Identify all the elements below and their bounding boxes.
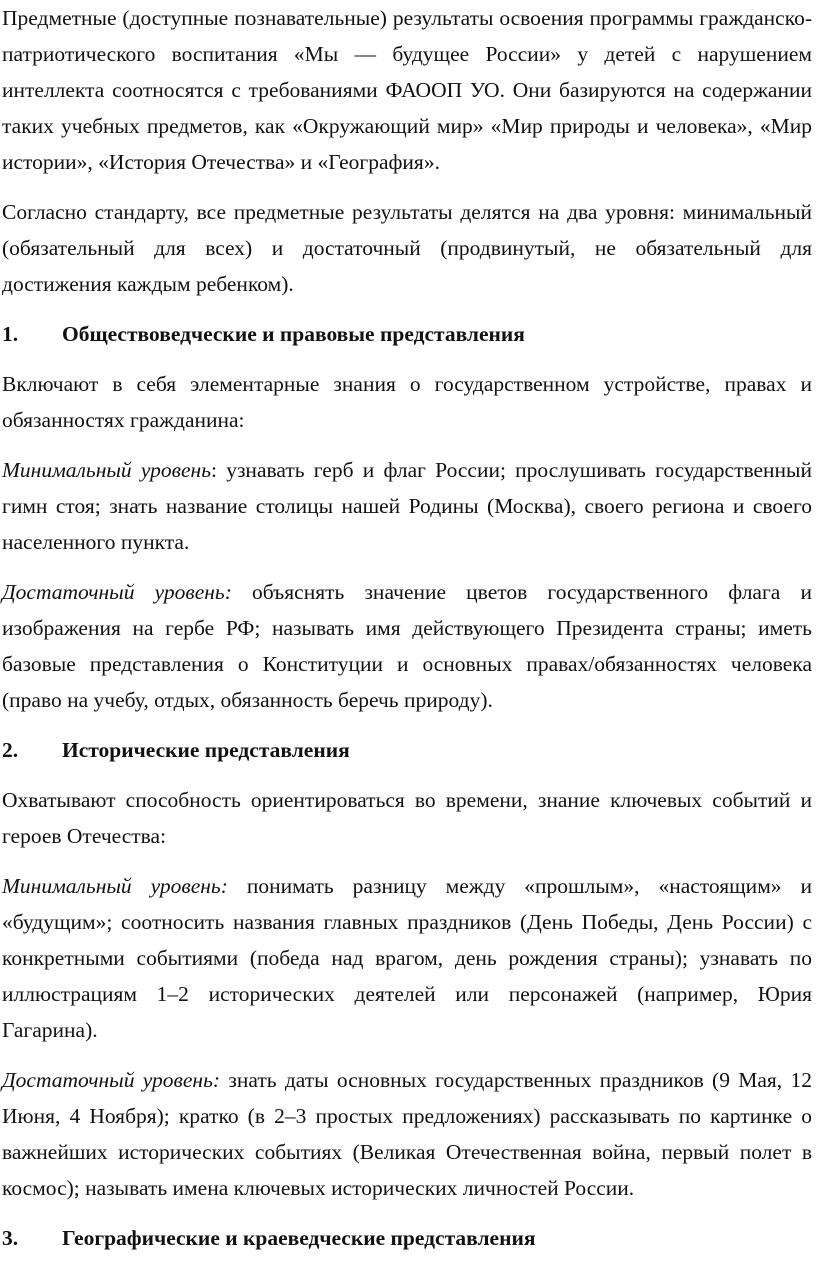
section-2-sufficient-level <box>2 1062 812 1206</box>
minimal-level-text: понимать разницу между «прошлым», «настоящим» и «будущим»; соотносить названия главных праздников (День Победы, День России) с конкретными событиями (победа над врагом, день рождения страны); узнавать по иллюстрациям 1–2 исторических деятелей или персонажей (например, Юрия Гагарина). <box>2 874 812 1042</box>
section-1-minimal-level <box>2 452 812 560</box>
sufficient-level-label: Достаточный уровень: <box>2 1068 221 1092</box>
section-1-heading <box>2 316 812 352</box>
sufficient-level-text: знать даты основных государственных праздников (9 Мая, 12 Июня, 4 Ноября); кратко (в 2–3 простых предложениях) рассказывать по картинке о важнейших исторических событиях (Великая Отечественная война, первый полет в космос); называть имена ключевых исторических личностей России. <box>2 1068 812 1200</box>
intro-paragraph-2: Согласно стандарту, все предметные результаты делятся на два уровня: минимальный (обязательный для всех) и достаточный (продвинутый, не обязательный для достижения каждым ребенком). <box>2 200 812 296</box>
minimal-level-text: : узнавать герб и флаг России; прослушивать государственный гимн стоя; знать название столицы нашей Родины (Москва), своего региона и своего населенного пункта. <box>2 458 812 554</box>
sufficient-level-text: объяснять значение цветов государственного флага и изображения на гербе РФ; называть имя действующего Президента страны; иметь базовые представления о Конституции и основных правах/обязанностях человека (право на учебу, отдых, обязанность беречь природу). <box>2 580 812 712</box>
section-2-title: Исторические представления <box>62 738 350 762</box>
section-2-number: 2. <box>2 738 19 762</box>
section-1-sufficient-level <box>2 574 812 718</box>
intro-paragraph-1: Предметные (доступные познавательные) результаты освоения программы гражданско-патриотического воспитания «Мы — будущее России» у детей с нарушением интеллекта соотносятся с требованиями ФАООП УО. Они базируются на содержании таких учебных предметов, как «Окружающий мир» «Мир природы и человека», «Мир истории», «История Отечества» и «География». <box>2 6 812 174</box>
section-1-number: 1. <box>2 322 19 346</box>
section-3-heading <box>2 1220 812 1256</box>
section-2-description: Охватывают способность ориентироваться во времени, знание ключевых событий и героев Отечества: <box>2 788 812 848</box>
section-1-description: Включают в себя элементарные знания о государственном устройстве, правах и обязанностях гражданина: <box>2 372 812 432</box>
sufficient-level-label: Достаточный уровень: <box>2 580 232 604</box>
minimal-level-label: Минимальный уровень: <box>2 874 228 898</box>
section-3-title: Географические и краеведческие представления <box>62 1226 536 1250</box>
section-2-heading <box>2 732 812 768</box>
minimal-level-label: Минимальный уровень <box>2 458 211 482</box>
section-3-number: 3. <box>2 1226 19 1250</box>
section-2-minimal-level <box>2 868 812 1048</box>
section-1-title: Обществоведческие и правовые представления <box>62 322 525 346</box>
